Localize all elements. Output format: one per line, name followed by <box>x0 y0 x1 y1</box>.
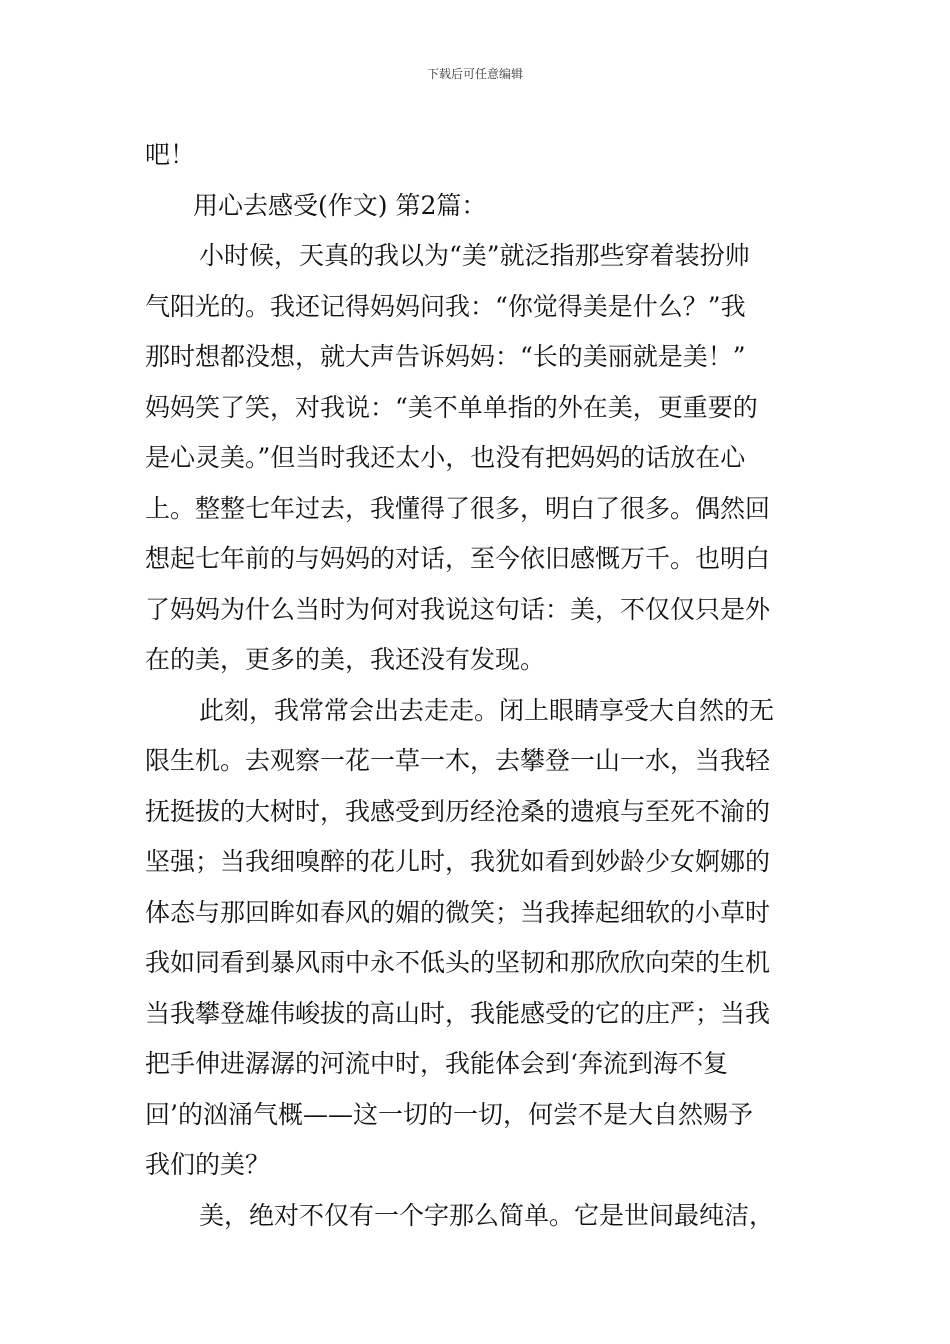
text-line: 我们的美？ <box>145 1150 271 1179</box>
text-line: 气阳光的。我还记得妈妈问我：“你觉得美是什么？”我 <box>145 291 746 321</box>
text-line: 那时想都没想，就大声告诉妈妈：“长的美丽就是美！” <box>145 342 746 371</box>
text-line: 我如同看到暴风雨中永不低头的坚韧和那欣欣向荣的生机 <box>145 948 771 977</box>
text-line: 上。整整七年过去，我懂得了很多，明白了很多。偶然回 <box>145 493 771 523</box>
text-line: 坚强；当我细嗅醉的花儿时，我犹如看到妙龄少女婀娜的 <box>145 847 771 876</box>
paragraph-first-line: 小时候，天真的我以为“美”就泛指那些穿着装扮帅 <box>199 241 750 270</box>
text-line: 把手伸进潺潺的河流中时，我能体会到‘奔流到海不复 <box>145 1049 728 1078</box>
text-line: 回’的汹涌气概——这一切的一切，何尝不是大自然赐予 <box>145 1099 753 1129</box>
text-line: 在的美，更多的美，我还没有发现。 <box>145 645 546 674</box>
paragraph-first-line: 美，绝对不仅有一个字那么简单。它是世间最纯洁， <box>199 1200 775 1230</box>
text-line: 体态与那回眸如春风的媚的微笑；当我捧起细软的小草时 <box>145 897 771 927</box>
text-line: 吧！ <box>145 140 196 169</box>
text-line: 抚挺拔的大树时，我感受到历经沧桑的遗痕与至死不渝的 <box>145 796 771 826</box>
text-line: 妈妈笑了笑，对我说：“美不单单指的外在美，更重要的 <box>145 392 758 422</box>
text-line: 是心灵美。”但当时我还太小，也没有把妈妈的话放在心 <box>145 443 746 472</box>
page-header: 下载后可任意编辑 <box>426 67 523 81</box>
text-line: 当我攀登雄伟峻拔的高山时，我能感受的它的庄严；当我 <box>145 998 771 1028</box>
paragraph-first-line: 此刻，我常常会出去走走。闭上眼睛享受大自然的无 <box>199 695 775 725</box>
text-line: 限生机。去观察一花一草一木，去攀登一山一水，当我轻 <box>145 746 771 775</box>
document-body <box>145 130 825 1241</box>
text-line: 了妈妈为什么当时为何对我说这句话：美，不仅仅只是外 <box>145 594 771 624</box>
text-line: 想起七年前的与妈妈的对话，至今依旧感慨万千。也明白 <box>145 544 771 573</box>
section-heading: 用心去感受(作文) 第2篇： <box>193 190 487 220</box>
